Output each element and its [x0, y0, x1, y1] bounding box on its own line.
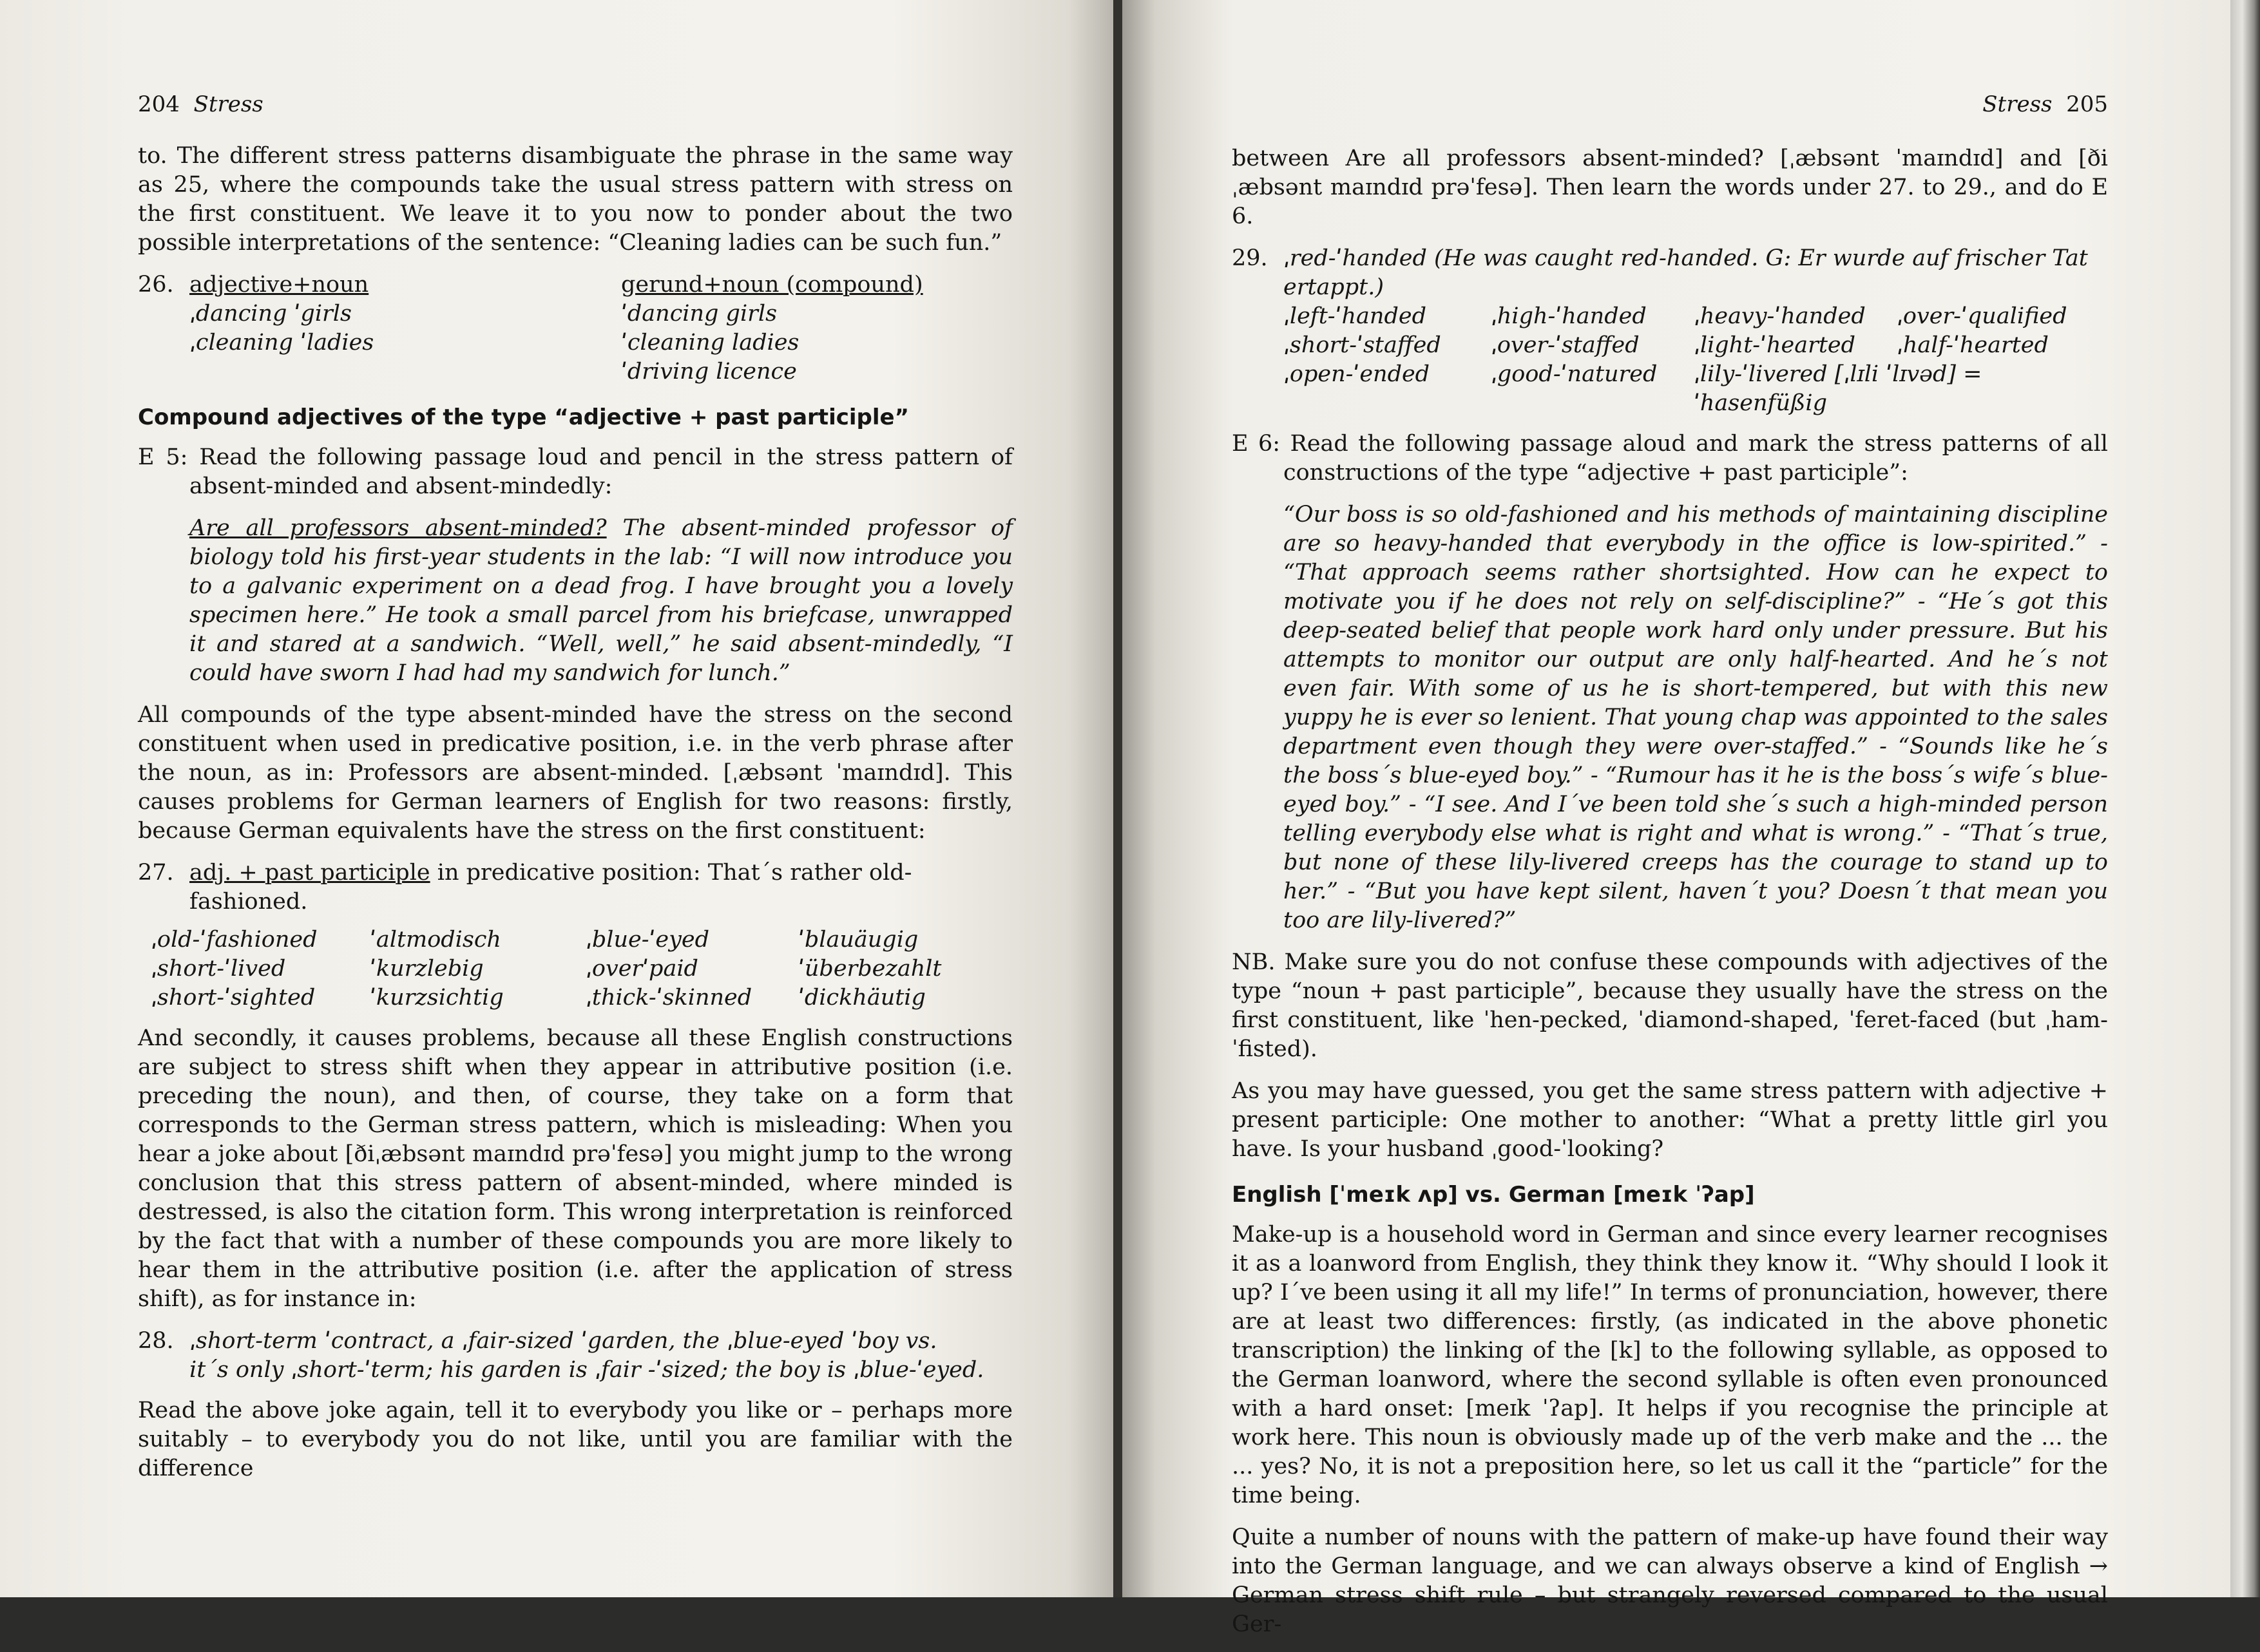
cell: ˈüberbezahlt [798, 956, 942, 982]
running-head-left [138, 91, 263, 117]
running-head-right [1982, 91, 2108, 117]
book-gutter [1113, 0, 1122, 1597]
paragraph-nb: NB. Make sure you do not confuse these compounds with adjectives of the type “noun + past participle”, because they usually have the stress on the first constituent, like ˈhen-pecked, ˈdiamond-shaped, ˈferet-faced (but ˌham-ˈfisted). [1232, 949, 2108, 1062]
running-title: Stress [193, 91, 263, 117]
left-page [0, 0, 1113, 1597]
cell: ˈdickhäutig [798, 985, 926, 1011]
exercise-e6-passage: “Our boss is so old-fashioned and his methods of maintaining discipline are so heavy-handed that everybody in the office is low-spirited.” - “That approach seems rather shortsighted. How can he expect to motivate you if he does not rely on self-discipline?” - “He´s got this deep-seated belief that people work hard only under pressure. But his attempts to monitor our output are only half-hearted. And he´s not even fair. With some of us he is short-tempered, but with this new yuppy he is ever so lenient. That young chap was appointed to the sales department even though they were over-staffed.” - “Sounds like he´s the boss´s blue-eyed boy.” - “Rumour has it he is the boss´s wife´s blue-eyed boy.” - “I see. And I´ve been told she´s such a high-minded person telling everybody else what is right and what is wrong.” - “That´s true, but none of these lily-livered creeps has the courage to stand up to her.” - “But you have kept silent, haven´t you? Doesn´t that mean you too are lily-livered?” [1283, 502, 2108, 933]
example-29 [1232, 244, 2108, 418]
paragraph-guessed: As you may have guessed, you get the same stress pattern with adjective + present participle: One mother to another: “What a pretty little girl you have. Is your husband ˌgood-ˈlooking? [1232, 1078, 2108, 1162]
cell: ˈaltmodisch [370, 927, 501, 953]
running-title: Stress [1982, 91, 2053, 117]
example-line: ˌred-ˈhanded (He was caught red-handed. G: Er wurde auf frischer Tat ertappt.) [1283, 245, 2088, 300]
example-27 [138, 859, 1013, 1012]
example-number: 29. [1232, 245, 1268, 271]
paragraph-makeup: Make-up is a household word in German and since every learner recognises it as a loanword from English, they think they know it. “Why should I look it up? I´ve been using it all my life!” In terms of pronunciation, however, there are at least two differences: firstly, (as indicated in the above phonetic transcription) the linking of the [k] to the following syllable, as opposed to the German loanword, where the second syllable is often even pronounced with a hard onset: [meɪk ˈʔap]. It helps if you recognise the principle at work here. This noun is obviously made up of the verb make and the ... the ... yes? No, it is not a preposition here, so let us call it the “particle” for the time being. [1232, 1222, 2108, 1508]
paragraph-read-again: Read the above joke again, tell it to everybody you like or – perhaps more suitably – to everybody you do not like, until you are familiar with the difference [138, 1398, 1013, 1481]
example-28 [138, 1327, 1013, 1385]
page-number: 205 [2066, 91, 2108, 117]
cell: ˌhalf-ˈhearted [1897, 332, 2049, 358]
column-heading: gerund+noun (compound) [621, 272, 923, 298]
paragraph-all-compounds: All compounds of the type absent-minded have the stress on the second constituent when used in predicative position, i.e. in the verb phrase after the noun, as in: Professors are absent-minded. [ˌæbsənt ˈmaɪndɪd]. This causes problems for German learners of English for two reasons: firstly, because German equivalents have the stress on the first constituent: [138, 702, 1013, 844]
paragraph-secondly: And secondly, it causes problems, because all these English constructions are subject to stress shift when they appear in attributive position (i.e. preceding the noun), and then, of course, they take on a form that corresponds to the German stress pattern, which is misleading: When you hear a joke about [ðiˌæbsənt maɪndɪd prəˈfesə] you might jump to the wrong conclusion that this stress pattern of absent-minded, where minded is destressed, is also the citation form. This wrong interpretation is reinforced by the fact that with a number of these compounds you are more likely to hear them in the attributive position (i.e. after the application of stress shift), as for instance in: [138, 1025, 1013, 1312]
cell: ˈkurzlebig [370, 956, 484, 982]
page-number: 204 [138, 91, 180, 117]
example-27-table [151, 926, 1013, 1012]
example-26-table [189, 271, 1013, 386]
example-26 [138, 271, 1013, 386]
cell: ˌleft-ˈhanded [1283, 303, 1426, 329]
cell: ˌgood-ˈnatured [1491, 361, 1658, 387]
example-item: ˌcleaning ˈladies [189, 330, 374, 356]
cell: ˈblauäugig [798, 927, 919, 953]
cell: ˈkurzsichtig [370, 985, 504, 1011]
example-item: ˈdriving licence [621, 359, 797, 385]
underlined-phrase: adj. + past participle [189, 860, 430, 886]
cell: ˌold-ˈfashioned [151, 927, 318, 953]
cell: ˌshort-ˈstaffed [1283, 332, 1441, 358]
section-heading: English [ˈmeɪk ʌp] vs. German [meɪk ˈʔap] [1232, 1182, 1755, 1208]
cell: ˌoverˈpaid [586, 956, 698, 982]
cell: ˌopen-ˈended [1283, 361, 1430, 387]
cell: ˌshort-ˈsighted [151, 985, 316, 1011]
cell: ˌhigh-ˈhanded [1491, 303, 1647, 329]
page-edge [2230, 0, 2260, 1597]
heading-rest: in predicative position: That´s rather old-fashioned. [189, 860, 912, 915]
underlined-phrase: Are all professors absent-minded? [189, 515, 607, 541]
exercise-e5: E 5: Read the following passage loud and pencil in the stress pattern of absent-minded and absent-mindedly: [138, 444, 1013, 499]
example-28-body [189, 1327, 1013, 1385]
example-29-table [1283, 302, 2108, 418]
cell: ˌthick-ˈskinned [586, 985, 752, 1011]
cell: ˌlight-ˈhearted [1694, 332, 1856, 358]
cell: ˌover-ˈstaffed [1491, 332, 1640, 358]
cell: ˌover-ˈqualified [1897, 303, 2067, 329]
left-page-body [138, 142, 1013, 1496]
example-line: it´s only ˌshort-ˈterm; his garden is ˌfair -ˈsized; the boy is ˌblue-ˈeyed. [189, 1357, 984, 1383]
exercise-e6: E 6: Read the following passage aloud and mark the stress patterns of all constructions of the type “adjective + past participle”: [1232, 431, 2108, 486]
column-heading: adjective+noun [189, 272, 369, 298]
paragraph-quite: Quite a number of nouns with the pattern of make-up have found their way into the German language, and we can always observe a kind of English → German stress shift rule – but strangely reversed compared to the usual Ger- [1232, 1524, 2108, 1637]
example-item: ˌdancing ˈgirls [189, 301, 352, 327]
cell: ˌblue-ˈeyed [586, 927, 710, 953]
right-page [1122, 0, 2230, 1637]
right-page-body [1232, 144, 2108, 1652]
cell: ˌlily-ˈlivered [ˌlɪli ˈlɪvəd] = ˈhasenfüßig [1694, 361, 1982, 416]
example-number: 27. [138, 860, 174, 886]
example-number: 28. [138, 1328, 174, 1354]
example-26-col-left [189, 271, 621, 386]
example-27-heading [189, 859, 1013, 916]
section-heading: Compound adjectives of the type “adjective + past participle” [138, 404, 909, 430]
example-number: 26. [138, 272, 174, 298]
example-item: ˈdancing girls [621, 301, 778, 327]
paragraph-between: between Are all professors absent-minded? [ˌæbsənt ˈmaɪndɪd] and [ðiˌæbsənt maɪndɪd prəˈfesə]. Then learn the words under 27. to 29., and do E 6. [1232, 146, 2108, 229]
example-line: ˌshort-term ˈcontract, a ˌfair-sized ˈgarden, the ˌblue-eyed ˈboy vs. [189, 1328, 937, 1354]
passage-text: The absent-minded professor of biology told his first-year students in the lab: “I will now introduce you to a galvanic experiment on a dead frog. I have brought you a lovely specimen here.” He took a small parcel from his briefcase, unwrapped it and stared at a sandwich. “Well, well,” he said absent-mindedly, “I could have sworn I had had my sandwich for lunch.” [189, 515, 1013, 686]
cell: ˌshort-ˈlived [151, 956, 286, 982]
cell: ˌheavy-ˈhanded [1694, 303, 1866, 329]
paragraph-intro: to. The different stress patterns disambiguate the phrase in the same way as 25, where the compounds take the usual stress pattern with stress on the first constituent. We leave it to you now to ponder about the two possible interpretations of the sentence: “Cleaning ladies can be such fun.” [138, 143, 1013, 256]
example-29-body [1283, 244, 2108, 418]
example-26-col-right [621, 271, 1013, 386]
example-item: ˈcleaning ladies [621, 330, 800, 356]
exercise-e5-passage [189, 514, 1013, 688]
